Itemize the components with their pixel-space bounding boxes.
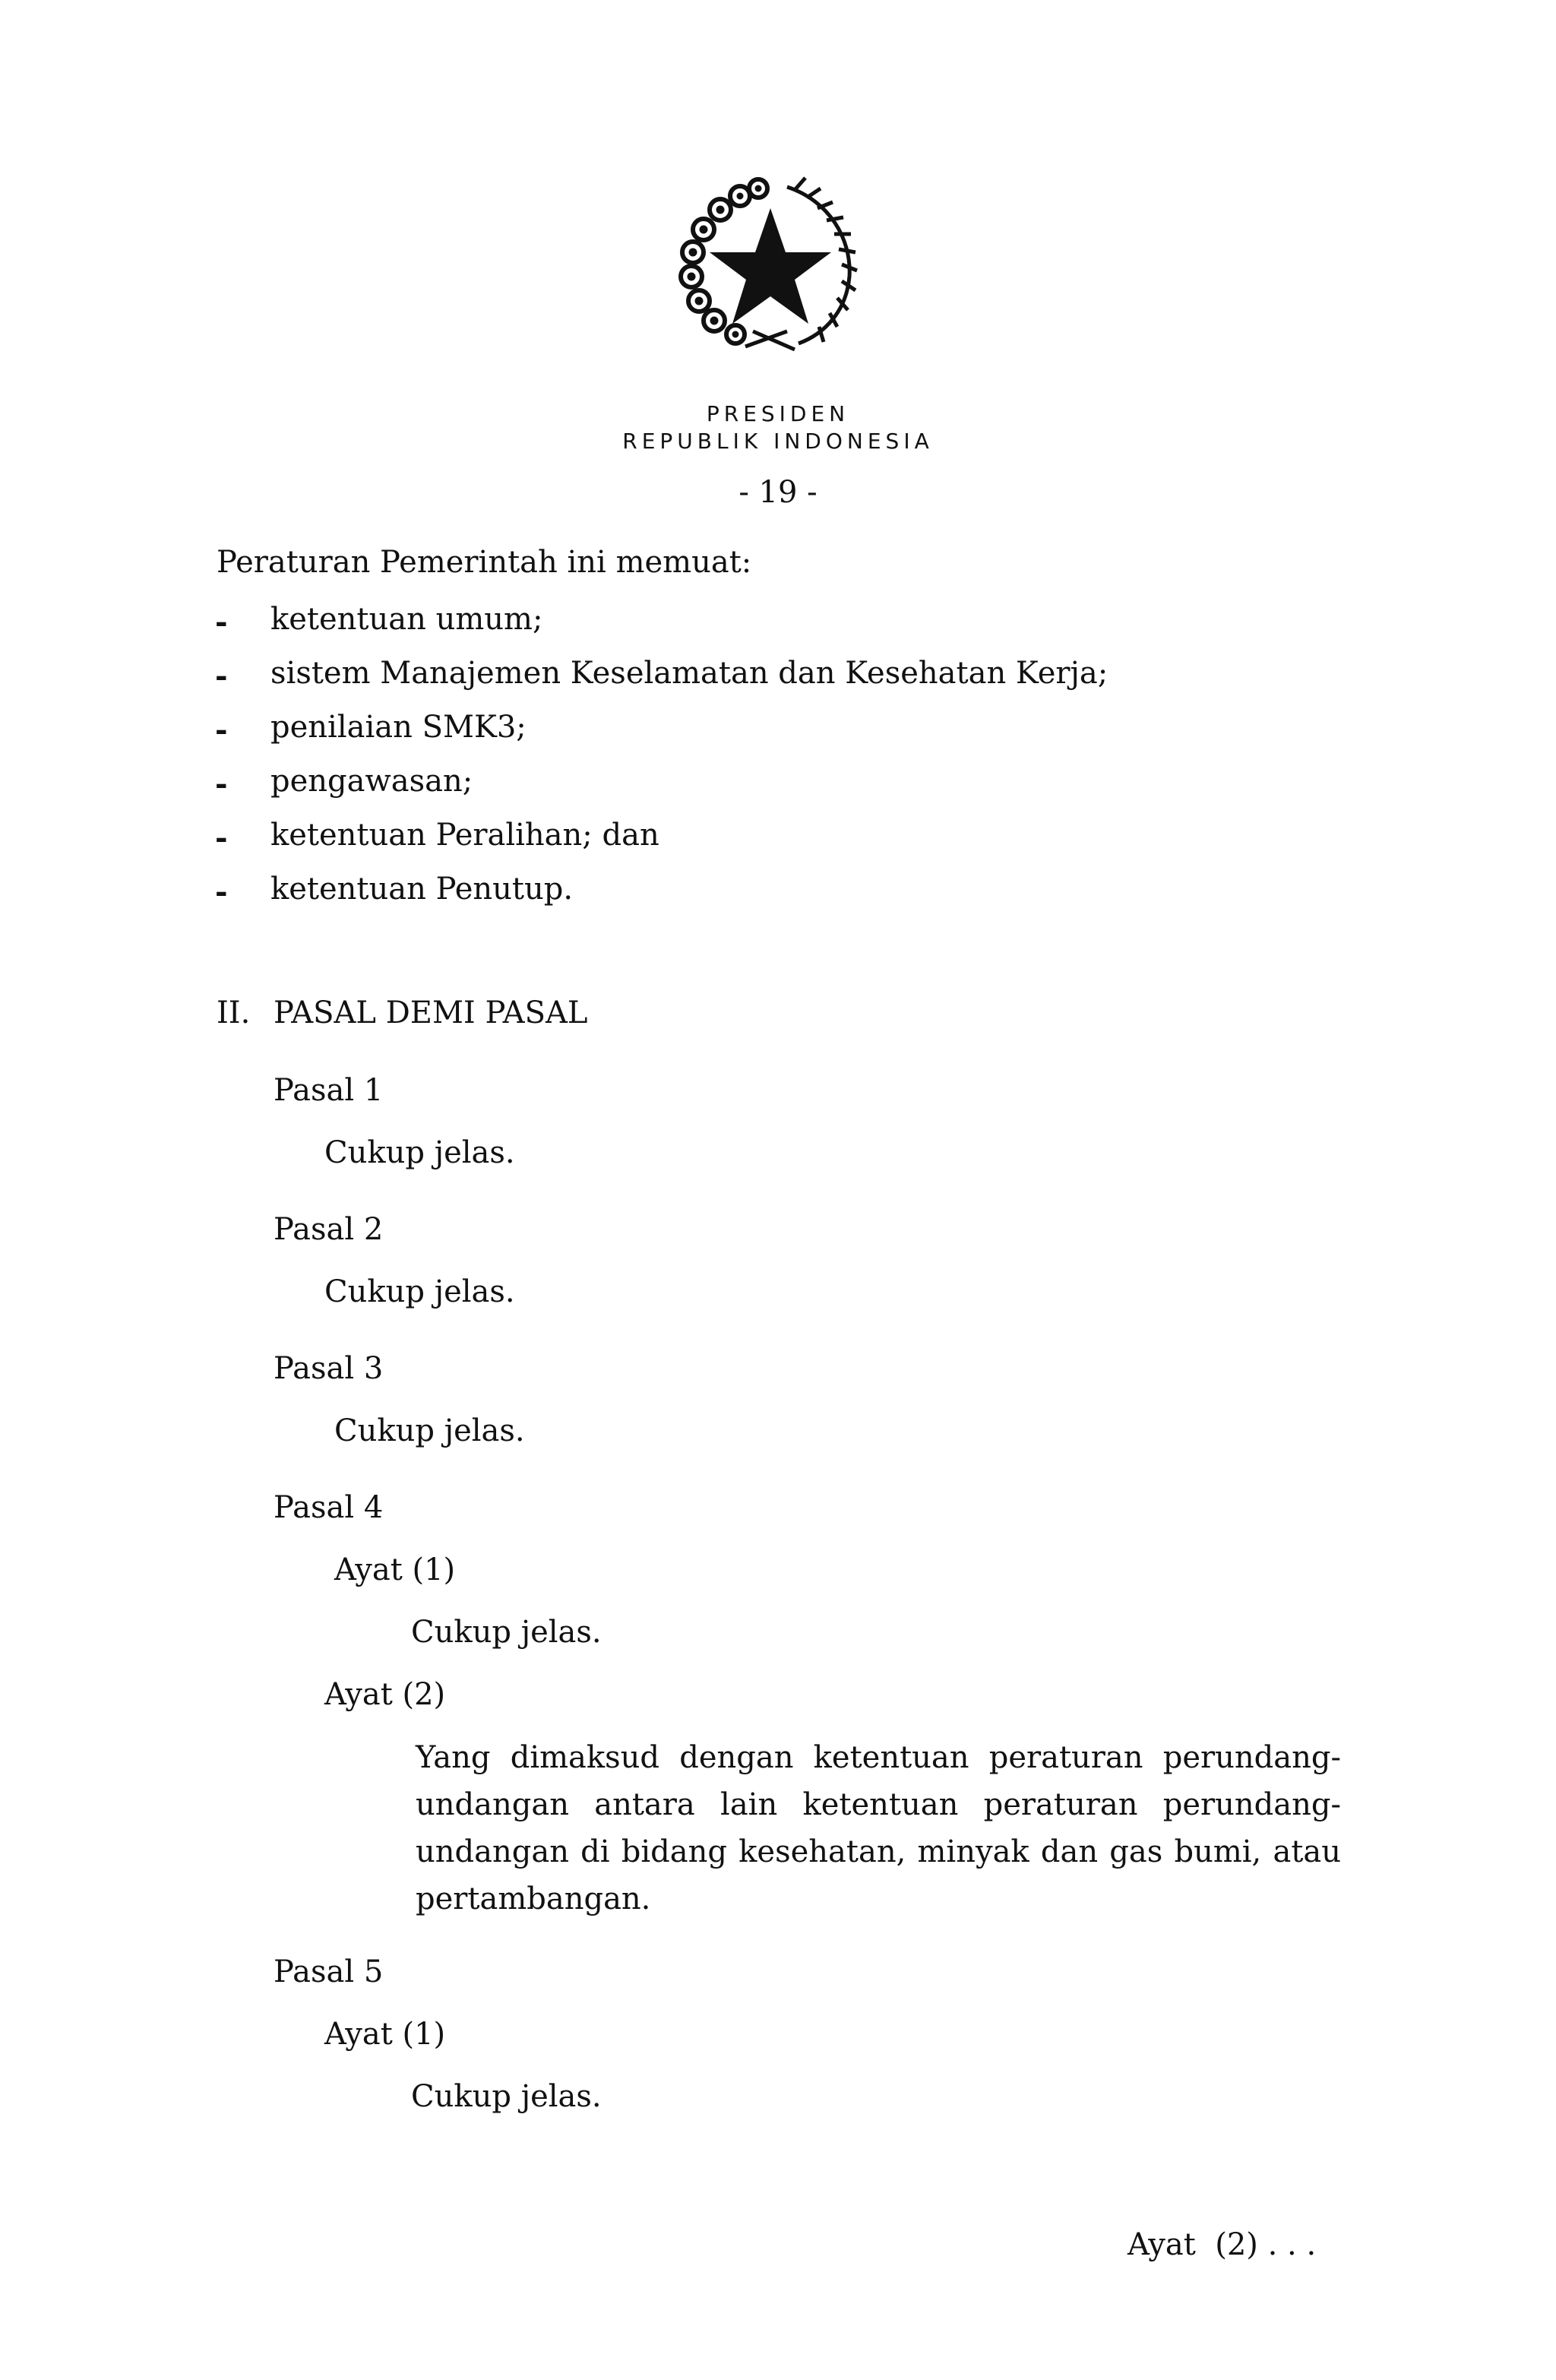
- paragraph-line: Yang dimaksud dengan ketentuan peraturan perundang-: [416, 1740, 1341, 1775]
- list-item: ketentuan umum;: [270, 602, 543, 637]
- pasal-heading: Pasal 4: [274, 1490, 384, 1525]
- header-republic: REPUBLIK INDONESIA: [622, 429, 934, 454]
- continuation-note: Ayat (2) . . .: [1127, 2227, 1317, 2262]
- paragraph-line: undangan antara lain ketentuan peraturan perundang-: [416, 1787, 1341, 1822]
- ayat-text: Cukup jelas.: [411, 1615, 602, 1650]
- pasal-text: Cukup jelas.: [324, 1135, 515, 1170]
- list-item: pengawasan;: [270, 764, 473, 799]
- paragraph-line: undangan di bidang kesehatan, minyak dan gas bumi, atau: [416, 1834, 1341, 1869]
- ayat-paragraph: [416, 1734, 1341, 1923]
- paragraph-line: pertambangan.: [416, 1882, 651, 1916]
- bullet-marker: -: [215, 820, 228, 856]
- pasal-heading: Pasal 2: [274, 1212, 384, 1247]
- bullet-marker: -: [215, 712, 228, 748]
- section-title: PASAL DEMI PASAL: [274, 995, 588, 1030]
- ayat-label: Ayat (1): [324, 2017, 446, 2052]
- bullet-marker: -: [215, 604, 228, 640]
- bullet-marker: -: [215, 658, 228, 694]
- list-item: penilaian SMK3;: [270, 710, 527, 745]
- ayat-text: Cukup jelas.: [411, 2079, 602, 2114]
- ayat-label: Ayat (1): [334, 1552, 456, 1587]
- pasal-heading: Pasal 5: [274, 1954, 384, 1989]
- section-number: II.: [217, 995, 251, 1030]
- garuda-star-emblem-icon: [673, 170, 863, 360]
- intro-lead: Peraturan Pemerintah ini memuat:: [217, 545, 752, 580]
- page-number: - 19 -: [738, 475, 818, 510]
- header-president: PRESIDEN: [706, 401, 850, 426]
- list-item: sistem Manajemen Keselamatan dan Kesehatan Kerja;: [270, 656, 1108, 691]
- list-item: ketentuan Penutup.: [270, 872, 574, 907]
- pasal-heading: Pasal 3: [274, 1351, 384, 1386]
- pasal-heading: Pasal 1: [274, 1073, 384, 1108]
- bullet-marker: -: [215, 874, 228, 910]
- ayat-label: Ayat (2): [324, 1677, 446, 1712]
- bullet-marker: -: [215, 766, 228, 802]
- list-item: ketentuan Peralihan; dan: [270, 818, 659, 853]
- pasal-text: Cukup jelas.: [324, 1274, 515, 1309]
- pasal-text: Cukup jelas.: [334, 1413, 525, 1448]
